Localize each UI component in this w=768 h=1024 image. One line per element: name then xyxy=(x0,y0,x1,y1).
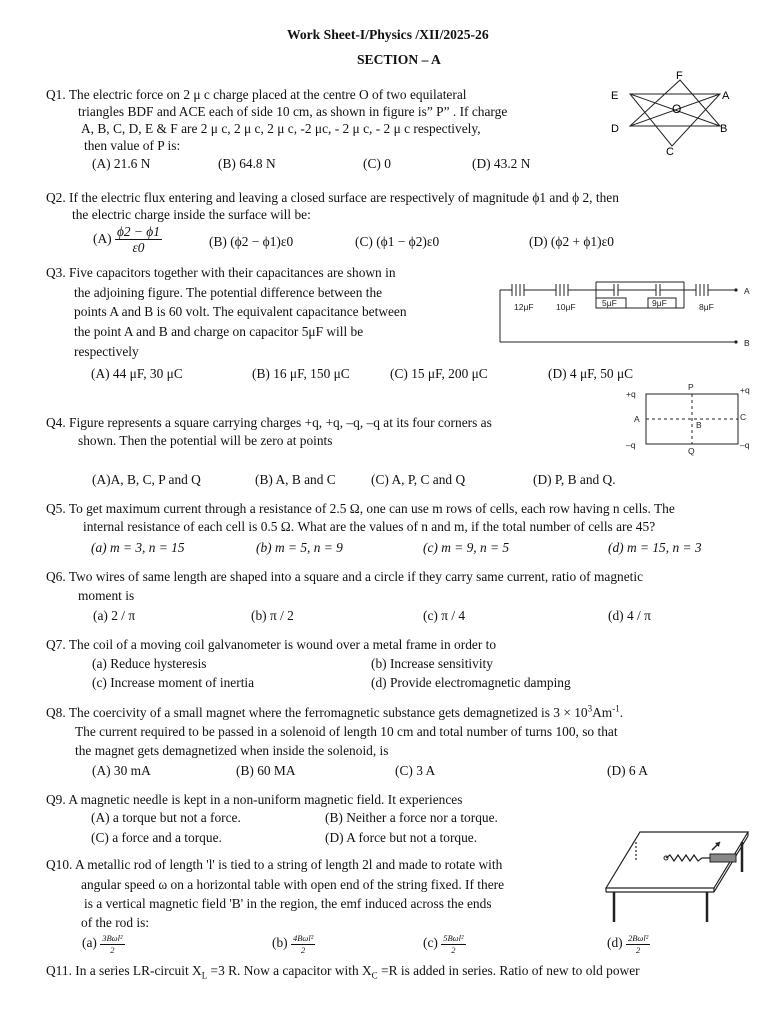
q3-line-3: points A and B is 60 volt. The equivalent capacitance between xyxy=(74,304,407,319)
q1-line-3: A, B, C, D, E & F are 2 μ c, 2 μ c, 2 μ c, -2 μc, - 2 μ c, - 2 μ c respectively, xyxy=(81,121,481,136)
label-a: A xyxy=(722,90,730,102)
q10-option-b-numerator: 4Bωl² xyxy=(292,933,314,943)
q10-option-a xyxy=(82,934,125,954)
q1-line-4: then value of P is: xyxy=(84,138,181,153)
label-p: P xyxy=(688,382,694,392)
terminal-b-dot xyxy=(734,340,737,343)
q11-line-1 xyxy=(46,963,640,981)
q10-option-b-label: (b) xyxy=(272,935,288,951)
label-terminal-a: A xyxy=(744,286,750,296)
q5-option-b: (b) m = 5, n = 9 xyxy=(256,540,343,555)
q8-line-3: the magnet gets demagnetized when inside the solenoid, is xyxy=(75,743,389,758)
q3-line-4: the point A and B and charge on capacitor 5μF will be xyxy=(74,324,364,339)
metal-rod xyxy=(710,854,736,862)
q2-option-a-label: (A) xyxy=(93,230,112,246)
q7-option-c: (c) Increase moment of inertia xyxy=(92,675,255,690)
q6-option-d: (d) 4 / π xyxy=(608,608,651,623)
label-12uf: 12μF xyxy=(514,302,534,312)
q3-option-b: (B) 16 μF, 150 μC xyxy=(252,366,350,381)
label-5uf: 5μF xyxy=(602,298,617,308)
q7-line-1: Q7. The coil of a moving coil galvanometer is wound over a metal frame in order to xyxy=(46,637,497,652)
label-terminal-b: B xyxy=(744,338,750,348)
label-8uf: 8μF xyxy=(699,302,714,312)
q2-line-1: Q2. If the electric flux entering and leaving a closed surface are respectively of magnitude ϕ1 and ϕ 2, then xyxy=(46,190,619,205)
label-b: B xyxy=(720,123,728,135)
q10-option-c xyxy=(423,934,466,954)
q8-line-1-end: . xyxy=(619,705,624,720)
q6-option-c: (c) π / 4 xyxy=(423,608,466,623)
q2-option-b: (B) (ϕ2 − ϕ1)ε0 xyxy=(209,234,294,249)
q10-option-d-denominator: 2 xyxy=(636,944,641,955)
q6-line-2: moment is xyxy=(78,588,135,603)
q4-line-2: shown. Then the potential will be zero at points xyxy=(78,433,333,448)
q10-option-c-label: (c) xyxy=(423,935,438,951)
q2-option-a-denominator: ε0 xyxy=(132,240,145,256)
q1-option-a: (A) 21.6 N xyxy=(92,156,151,171)
q10-option-d-label: (d) xyxy=(607,935,623,951)
q1-option-b: (B) 64.8 N xyxy=(218,156,276,171)
q8-line-2: The current required to be passed in a solenoid of length 10 cm and total number of turns 100, so that xyxy=(75,724,618,739)
q8-option-c: (C) 3 A xyxy=(395,763,436,778)
square-charges-figure xyxy=(624,382,754,456)
q7-option-b: (b) Increase sensitivity xyxy=(371,656,493,671)
q2-option-c: (C) (ϕ1 − ϕ2)ε0 xyxy=(355,234,440,249)
q10-option-c-numerator: 5Bωl² xyxy=(443,933,464,943)
q2-line-2: the electric charge inside the surface will be: xyxy=(72,207,311,222)
q10-line-1: Q10. A metallic rod of length 'l' is tied to a string of length 2l and made to rotate with xyxy=(46,857,503,872)
q10-option-b xyxy=(272,934,315,954)
q10-option-c-denominator: 2 xyxy=(451,944,456,955)
q8-line-1 xyxy=(46,703,624,720)
q10-option-a-fraction xyxy=(100,934,124,954)
q5-line-1: Q5. To get maximum current through a resistance of 2.5 Ω, one can use m rows of cells, each row having n cells. The xyxy=(46,501,675,516)
label-top-left-charge: +q xyxy=(626,389,636,399)
label-b: B xyxy=(696,420,702,430)
label-f: F xyxy=(676,70,683,82)
q2-option-a-numerator: ϕ2 − ϕ1 xyxy=(116,224,160,239)
q10-option-c-fraction xyxy=(441,934,465,954)
q10-line-2: angular speed ω on a horizontal table with open end of the string fixed. If there xyxy=(81,877,505,892)
q11-subscript-l: L xyxy=(201,970,208,981)
q4-option-c: (C) A, P, C and Q xyxy=(371,472,466,487)
label-top-right-charge: +q xyxy=(740,385,750,395)
capacitor-circuit-figure xyxy=(496,272,758,352)
q10-line-3: is a vertical magnetic field 'B' in the region, the emf induced across the ends xyxy=(84,896,492,911)
q7-option-d: (d) Provide electromagnetic damping xyxy=(371,675,571,690)
q11-text-3: =R is added in series. Ratio of new to old power xyxy=(377,963,640,978)
q1-option-c: (C) 0 xyxy=(363,156,391,171)
label-o: O xyxy=(672,102,682,116)
label-c: C xyxy=(740,412,747,422)
q10-option-d-numerator: 2Bωl² xyxy=(627,933,649,943)
q9-option-c: (C) a force and a torque. xyxy=(91,830,222,845)
q2-option-a xyxy=(93,225,162,255)
q8-unit-exponent: -1 xyxy=(612,703,620,714)
q4-line-1: Q4. Figure represents a square carrying charges +q, +q, –q, –q at its four corners as xyxy=(46,415,492,430)
q9-option-d: (D) A force but not a torque. xyxy=(325,830,478,845)
q2-option-d: (D) (ϕ2 + ϕ1)ε0 xyxy=(529,234,614,249)
q7-option-a: (a) Reduce hysteresis xyxy=(92,656,207,671)
q8-line-1-text: Q8. The coercivity of a small magnet where the ferromagnetic substance gets demagnetized is 3 × 10 xyxy=(46,705,588,720)
q6-option-b: (b) π / 2 xyxy=(251,608,294,623)
q8-option-a: (A) 30 mA xyxy=(92,763,151,778)
q8-option-b: (B) 60 MA xyxy=(236,763,296,778)
q5-option-a: (a) m = 3, n = 15 xyxy=(91,540,185,555)
label-q: Q xyxy=(688,446,695,456)
q8-unit: Am xyxy=(592,705,613,720)
label-bottom-right-charge: –q xyxy=(740,440,750,450)
hexagram-figure xyxy=(608,68,738,158)
q3-line-5: respectively xyxy=(74,344,139,359)
terminal-a-dot xyxy=(734,288,737,291)
q9-option-b: (B) Neither a force nor a torque. xyxy=(325,810,498,825)
q8-exponent: 3 xyxy=(587,703,593,714)
q1-option-d: (D) 43.2 N xyxy=(472,156,531,171)
q11-text-1: Q11. In a series LR-circuit X xyxy=(46,963,202,978)
q11-text-2: =3 R. Now a capacitor with X xyxy=(207,963,372,978)
q4-option-d: (D) P, B and Q. xyxy=(533,472,616,487)
q1-line-2: triangles BDF and ACE each of side 10 cm, as shown in figure is” P” . If charge xyxy=(78,104,508,119)
q6-option-a: (a) 2 / π xyxy=(93,608,136,623)
label-e: E xyxy=(611,90,619,102)
label-bottom-left-charge: –q xyxy=(626,440,636,450)
q5-line-2: internal resistance of each cell is 0.5 Ω. What are the values of n and m, if the total number of cells are 45? xyxy=(83,519,656,534)
q9-option-a: (A) a torque but not a force. xyxy=(91,810,241,825)
q3-option-d: (D) 4 μF, 50 μC xyxy=(548,366,634,381)
q10-option-a-numerator: 3Bωl² xyxy=(102,933,123,943)
q10-option-b-fraction xyxy=(291,934,315,954)
q5-option-d: (d) m = 15, n = 3 xyxy=(608,540,702,555)
label-9uf: 9μF xyxy=(652,298,667,308)
q10-option-d xyxy=(607,934,650,954)
rotating-rod-table-figure xyxy=(604,826,752,926)
q3-option-c: (C) 15 μF, 200 μC xyxy=(390,366,488,381)
q1-line-1: Q1. The electric force on 2 μ c charge placed at the centre O of two equilateral xyxy=(46,87,467,102)
q4-option-a: (A)A, B, C, P and Q xyxy=(92,472,201,487)
q10-option-d-fraction xyxy=(626,934,650,954)
q3-line-1: Q3. Five capacitors together with their capacitances are shown in xyxy=(46,265,396,280)
label-a: A xyxy=(634,414,640,424)
q3-line-2: the adjoining figure. The potential difference between the xyxy=(74,285,383,300)
label-10uf: 10μF xyxy=(556,302,576,312)
q10-line-4: of the rod is: xyxy=(81,915,150,930)
q6-line-1: Q6. Two wires of same length are shaped into a square and a circle if they carry same current, ratio of magnetic xyxy=(46,569,644,584)
q11-subscript-c: C xyxy=(371,970,378,981)
q3-option-a: (A) 44 μF, 30 μC xyxy=(91,366,183,381)
q10-option-a-denominator: 2 xyxy=(110,944,115,955)
q8-option-d: (D) 6 A xyxy=(607,763,648,778)
worksheet-title: Work Sheet-I/Physics /XII/2025-26 xyxy=(287,27,489,42)
label-d: D xyxy=(611,123,619,135)
q5-option-c: (c) m = 9, n = 5 xyxy=(423,540,510,555)
section-heading: SECTION – A xyxy=(357,52,441,67)
q9-line-1: Q9. A magnetic needle is kept in a non-uniform magnetic field. It experiences xyxy=(46,792,463,807)
q10-option-a-label: (a) xyxy=(82,935,97,951)
label-c: C xyxy=(666,146,674,158)
q2-option-a-fraction xyxy=(115,225,162,255)
q4-option-b: (B) A, B and C xyxy=(255,472,336,487)
q10-option-b-denominator: 2 xyxy=(301,944,306,955)
